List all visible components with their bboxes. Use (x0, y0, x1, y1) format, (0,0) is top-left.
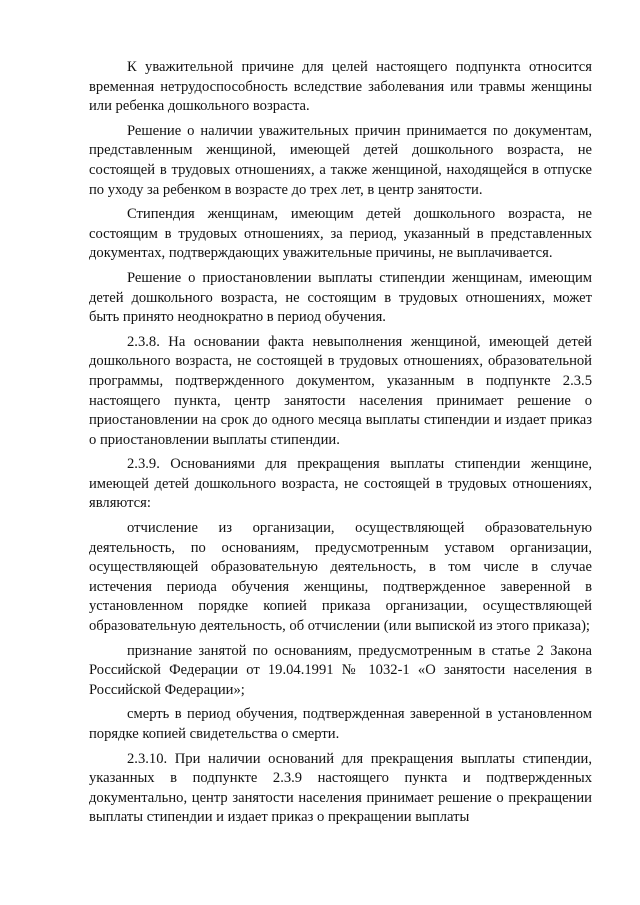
document-page (89, 58, 592, 833)
list-item-death: смерть в период обучения, подтвержденная заверенной в установленном порядке копией свидетельства о смерти. (89, 706, 592, 742)
paragraph-decision-documents: Решение о наличии уважительных причин принимается по документам, представленным женщиной, имеющей детей дошкольного возраста, не состоящей в трудовых отношениях, а также женщиной, находящейся в отпуске по уходу за ребенком в возрасте до трех лет, в центр занятости. (89, 122, 592, 198)
paragraph-2-3-9: 2.3.9. Основаниями для прекращения выплаты стипендии женщине, имеющей детей дошкольного возраста, не состоящей в трудовых отношениях, являются: (89, 456, 592, 512)
paragraph-suspension-repeated: Решение о приостановлении выплаты стипендии женщинам, имеющим детей дошкольного возраста, не состоящим в трудовых отношениях, может быть принято неоднократно в период обучения. (89, 269, 592, 326)
paragraph-stipend-not-paid: Стипендия женщинам, имеющим детей дошкольного возраста, не состоящим в трудовых отношениях, за период, указанный в представленных документах, подтверждающих уважительные причины, не выплачивается. (89, 206, 592, 262)
list-item-expulsion: отчисление из организации, осуществляющей образовательную деятельность, по основаниям, предусмотренным уставом организации, осуществляющей образовательную деятельность, в том числе в случае истечения периода обучения женщины, подтвержденное заверенной в установленном порядке копией приказа организации, осуществляющей образовательную деятельность, об отчислении (или выпиской из этого приказа); (89, 520, 592, 635)
paragraph-2-3-8: 2.3.8. На основании факта невыполнения женщиной, имеющей детей дошкольного возраста, не состоящей в трудовых отношениях, образовательной программы, подтвержденного документом, указанным в подпункте 2.3.5 настоящего пункта, центр занятости населения принимает решение о приостановлении на срок до одного месяца выплаты стипендии и издает приказ о приостановлении выплаты стипендии. (89, 333, 592, 448)
list-item-employment: признание занятой по основаниям, предусмотренным в статье 2 Закона Российской Федерации от 19.04.1991 № 1032-1 «О занятости населения в Российской Федерации»; (89, 642, 592, 698)
paragraph-valid-reason: К уважительной причине для целей настоящего подпункта относится временная нетрудоспособность вследствие заболевания или травмы женщины или ребенка дошкольного возраста. (89, 59, 592, 115)
paragraph-2-3-10: 2.3.10. При наличии оснований для прекращения выплаты стипендии, указанных в подпункте 2.3.9 настоящего пункта и подтвержденных документально, центр занятости населения принимает решение о прекращении выплаты стипендии и издает приказ о прекращении выплаты (89, 750, 592, 826)
